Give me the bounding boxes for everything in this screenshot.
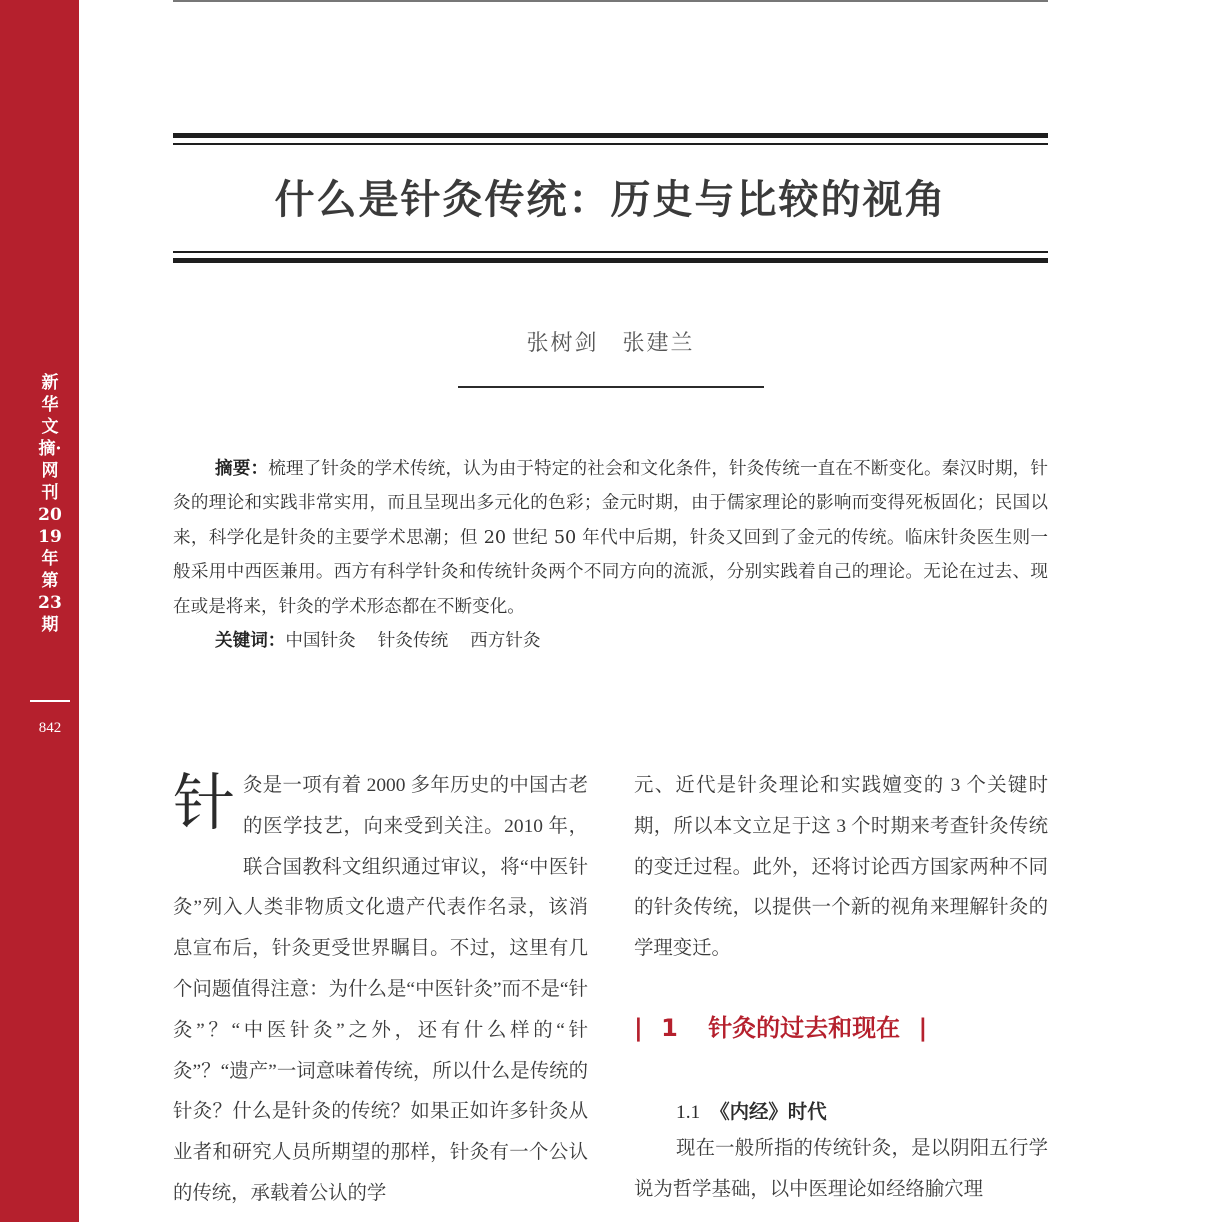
keyword: 中国针灸	[285, 631, 356, 651]
section-bar-left: |	[634, 1014, 643, 1042]
keywords-label: 关键词：	[215, 631, 286, 651]
title-rule-top-thin	[173, 143, 1048, 145]
body-text-right: 元、近代是针灸理论和实践嬗变的 3 个关键时期，所以本文立足于这 3 个时期来考查针灸传统的变迁过程。此外，还将讨论西方国家两种不同的针灸传统，以提供一个新的视角来理解针灸的学理变迁。	[634, 775, 1048, 960]
subsection-heading	[676, 1092, 1048, 1133]
keyword: 针灸传统	[377, 631, 449, 651]
abstract-text: 梳理了针灸的学术传统，认为由于特定的社会和文化条件，针灸传统一直在不断变化。秦汉时期，针灸的理论和实践非常实用，而且呈现出多元化的色彩；金元时期，由于儒家理论的影响而变得死板固化；民国以来，科学化是针灸的主要学术思潮；但 20 世纪 50 年代中后期，针灸又回到了金元的传统。临床针灸医生则一般采用中西医兼用。西方有科学针灸和传统针灸两个不同方向的流派，分别实践着自己的理论。无论在过去、现在或是将来，针灸的学术形态都在不断变化。	[173, 459, 1048, 617]
journal-name: 新华文摘·网刊2019年第23期	[38, 373, 62, 635]
abstract	[173, 452, 1048, 624]
keyword: 西方针灸	[470, 631, 541, 651]
subsection-title: 《内经》时代	[710, 1100, 827, 1123]
page-number: 842	[38, 720, 62, 736]
sidebar-band	[0, 0, 79, 1222]
abstract-label: 摘要：	[215, 459, 269, 479]
body-column-right	[634, 766, 1048, 970]
section-bar-right: |	[918, 1014, 928, 1042]
drop-cap: 针	[173, 766, 236, 839]
title-rule-bottom-thin	[173, 251, 1048, 253]
title-rule-top-thick	[173, 133, 1048, 138]
author-rule	[458, 386, 764, 388]
body-text-left: 灸是一项有着 2000 多年历史的中国古老的医学技艺，向来受到关注。2010 年，联合国教科文组织通过审议，将“中医针灸”列入人类非物质文化遗产代表作名录，该消息宣布后，针灸更受世界瞩目。不过，这里有几个问题值得注意：为什么是“中医针灸”而不是“针灸”？“中医针灸”之外，还有什么样的“针灸”？“遗产”一词意味着传统，所以什么是传统的针灸？什么是针灸的传统？如果正如许多针灸从业者和研究人员所期望的那样，针灸有一个公认的传统，承载着公认的学	[173, 775, 588, 1204]
authors: 张树剑 张建兰	[526, 331, 695, 356]
section-number: 1	[661, 1014, 678, 1042]
section-title: 针灸的过去和现在	[708, 1014, 901, 1042]
section-heading	[634, 1006, 1048, 1050]
top-rule	[173, 0, 1048, 2]
body-text-subsection: 现在一般所指的传统针灸，是以阴阳五行学说为哲学基础，以中医理论如经络腧穴理	[634, 1138, 1048, 1200]
subsection-number: 1.1	[676, 1102, 701, 1123]
keywords	[215, 624, 1048, 658]
title-rule-bottom-thick	[173, 258, 1048, 263]
body-column-left	[173, 766, 588, 1215]
article-title: 什么是针灸传统：历史与比较的视角	[274, 177, 947, 223]
sidebar-divider	[30, 700, 70, 702]
